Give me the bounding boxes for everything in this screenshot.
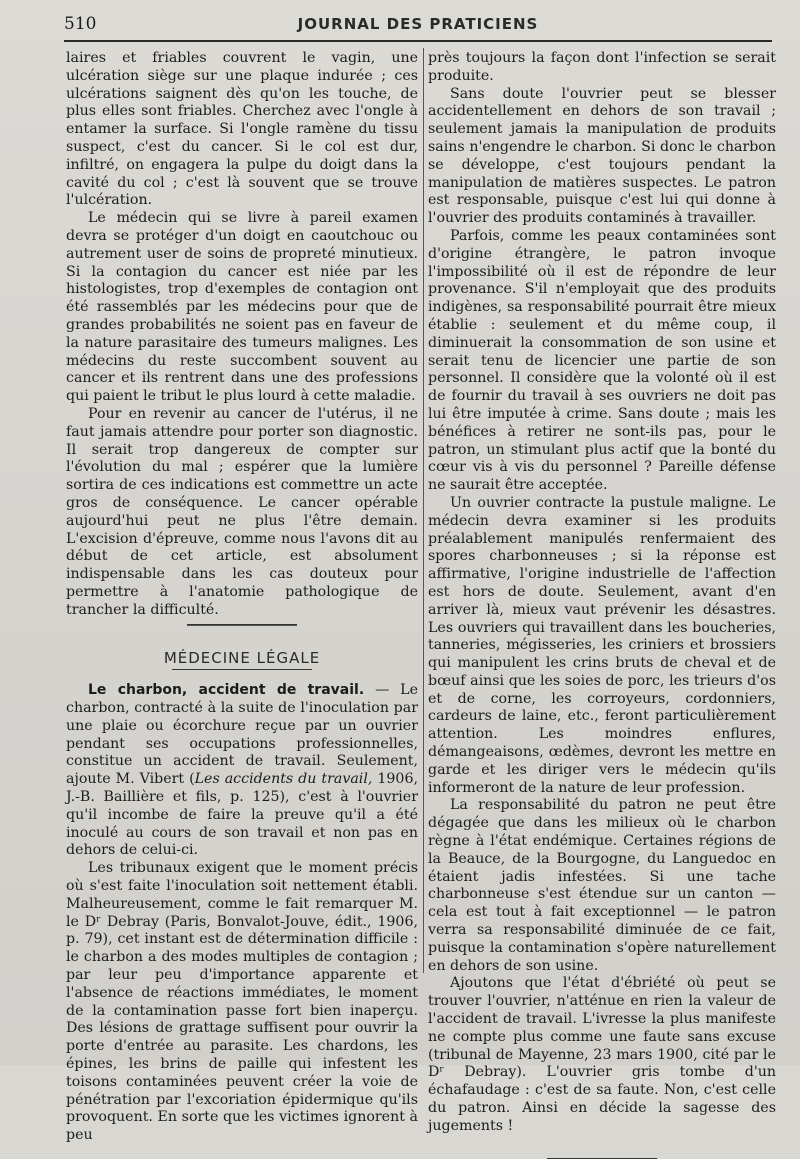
separator-rule <box>187 624 297 626</box>
running-title: JOURNAL DES PRATICIENS <box>297 15 539 33</box>
paragraph: Sans doute l'ouvrier peut se blesser accidentellement en dehors de son travail ; seulement jamais la manipulation de produits sains n'engendre le charbon. Si donc le charbon se développe, c'est toujours pendant la manipulation de matières suspectes. Le patron est responsable, puisque c'est lui qui donne à l'ouvrier des produits contaminés à travailler. <box>428 85 776 227</box>
paragraph: près toujours la façon dont l'infection se serait produite. <box>428 50 776 84</box>
paragraph: laires et friables couvrent le vagin, une ulcération siège sur une plaque indurée ; ces ulcérations saignent dès qu'on les touche, de plus elles sont friables. Cherchez avec l'ongle à entamer la surface. Si l'ongle ramène du tissu suspect, c'est du cancer. Si le col est dur, infiltré, on engagera la pulpe du doigt dans la cavité du col ; c'est là souvent que se trouve l'ulcération. <box>66 50 418 209</box>
paragraph <box>66 682 418 860</box>
right-column <box>428 50 776 1159</box>
page-number: 510 <box>64 14 97 34</box>
left-column <box>66 50 418 1145</box>
section-heading: MÉDECINE LÉGALE <box>163 648 321 667</box>
paragraph: Ajoutons que l'état d'ébriété où peut se trouver l'ouvrier, n'atténue en rien la valeur de l'accident de travail. L'ivresse la plus manifeste ne compte plus comme une faute sans excuse (tribunal de Mayenne, 23 mars 1900, cité par le Dʳ Debray). L'ouvrier gris tombe d'un échafaudage : c'est de sa faute. Non, c'est celle du patron. Ainsi en décide la sagesse des jugements ! <box>428 975 776 1134</box>
paragraph: Parfois, comme les peaux contaminées sont d'origine étrangère, le patron invoque l'impossibilité où il est de répondre de leur provenance. S'il n'employait que des produits indigènes, sa responsabilité pourrait être mieux établie : seulement et du même coup, il diminuerait la consommation de son usine et serait tenu de licencier une partie de son personnel. Il considère que la volonté où il est de fournir du travail à ses ouvriers ne doit pas lui être imputée à crime. Sans doute ; mais les bénéfices à retirer ne sont-ils pas, pour le patron, un stimulant plus actif que la bonté du cœur vis à vis du personnel ? Pareille défense ne saurait être acceptée. <box>428 227 776 494</box>
paragraph: Pour en revenir au cancer de l'utérus, il ne faut jamais attendre pour porter son diagnostic. Il serait trop dangereux de compter sur l'évolution du mal ; espérer que la lumière sortira de ces indications est commettre un acte gros de conséquence. Le cancer opérable aujourd'hui peut ne plus l'être demain. L'excision d'épreuve, comme nous l'avons dit au début de cet article, est absolument indispensable dans les cas douteux pour permettre à l'anatomie pathologique de trancher la difficulté. <box>66 405 418 618</box>
paragraph: La responsabilité du patron ne peut être dégagée que dans les milieux où le charbon règne à l'état endémique. Certaines régions de la Beauce, de la Bourgogne, du Languedoc en étaient jadis infestées. Si une tache charbonneuse s'est étendue sur un canton — cela est tout à fait exceptionnel — le patron verra sa responsabilité diminuée de ce fait, puisque la contamination s'opère naturellement en dehors de son usine. <box>428 797 776 974</box>
paragraph: Le médecin qui se livre à pareil examen devra se protéger d'un doigt en caoutchouc ou autrement user de soins de propreté minutieux. Si la contagion du cancer est niée par les histologistes, trop d'exemples de contagion ont été rassemblés par les médecins pour que de grandes probabilités ne soient pas en faveur de la nature parasitaire des tumeurs malignes. Les médecins du reste succombent souvent au cancer et ils rentrent dans une des professions qui paient le tribut le plus lourd à cette maladie. <box>66 210 418 405</box>
page-header <box>64 12 772 42</box>
paragraph-text: 1906, J.-B. Baillière et fils, p. 125), c'est à l'ouvrier qu'il incombe de faire la preuve qu'il a été inoculé au cours de son travail et non pas en dehors de celui-ci. <box>66 771 418 859</box>
paragraph: Un ouvrier contracte la pustule maligne. Le médecin devra examiner si les produits préalablement manipulés renfermaient des spores charbonneuses ; si la réponse est affirmative, l'origine industrielle de l'affection est hors de doute. Seulement, avant d'en arriver là, mieux vaut prévenir les désastres. Les ouvriers qui travaillent dans les boucheries, tanneries, mégisseries, les criniers et brossiers qui manipulent les crins bruts de cheval et de bœuf ainsi que les soies de porc, les trieurs d'os et de corne, les corroyeurs, cordonniers, cardeurs de laine, etc., feront particulièrement attention. Les moindres enflures, démangeaisons, œdèmes, devront les mettre en garde et les diriger vers le médecin qu'ils informeront de la nature de leur profession. <box>428 494 776 796</box>
header-rule <box>64 40 772 42</box>
article-title: Le charbon, accident de travail. <box>88 682 365 699</box>
heading-rule <box>172 669 312 670</box>
column-divider <box>423 48 424 973</box>
citation-title: Les accidents du travail, <box>194 771 373 788</box>
paragraph-text: — Le charbon, contracté à la suite de l'inoculation par une plaie ou écorchure reçue par un ouvrier pendant ses occupations professionnelles, constitue un accident de travail. Seulement, ajoute M. Vibert ( <box>66 682 418 788</box>
paragraph: Les tribunaux exigent que le moment précis où s'est faite l'inoculation soit nettement établi. Malheureusement, comme le fait remarquer M. le Dʳ Debray (Paris, Bonvalot-Jouve, édit., 1906, p. 79), cet instant est de détermination difficile : le charbon a des modes multiples de contagion ; par leur peu d'importance apparente et l'absence de réactions immédiates, le moment de la contamination passe fort bien inaperçu. Des lésions de grattage suffisent pour ouvrir la porte d'entrée au parasite. Les chardons, les épines, les brins de paille qui infestent les toisons contaminées peuvent créer la voie de pénétration par l'excoriation épidermique qu'ils provoquent. En sorte que les victimes ignorent à peu <box>66 860 418 1144</box>
end-rule <box>547 1158 657 1159</box>
